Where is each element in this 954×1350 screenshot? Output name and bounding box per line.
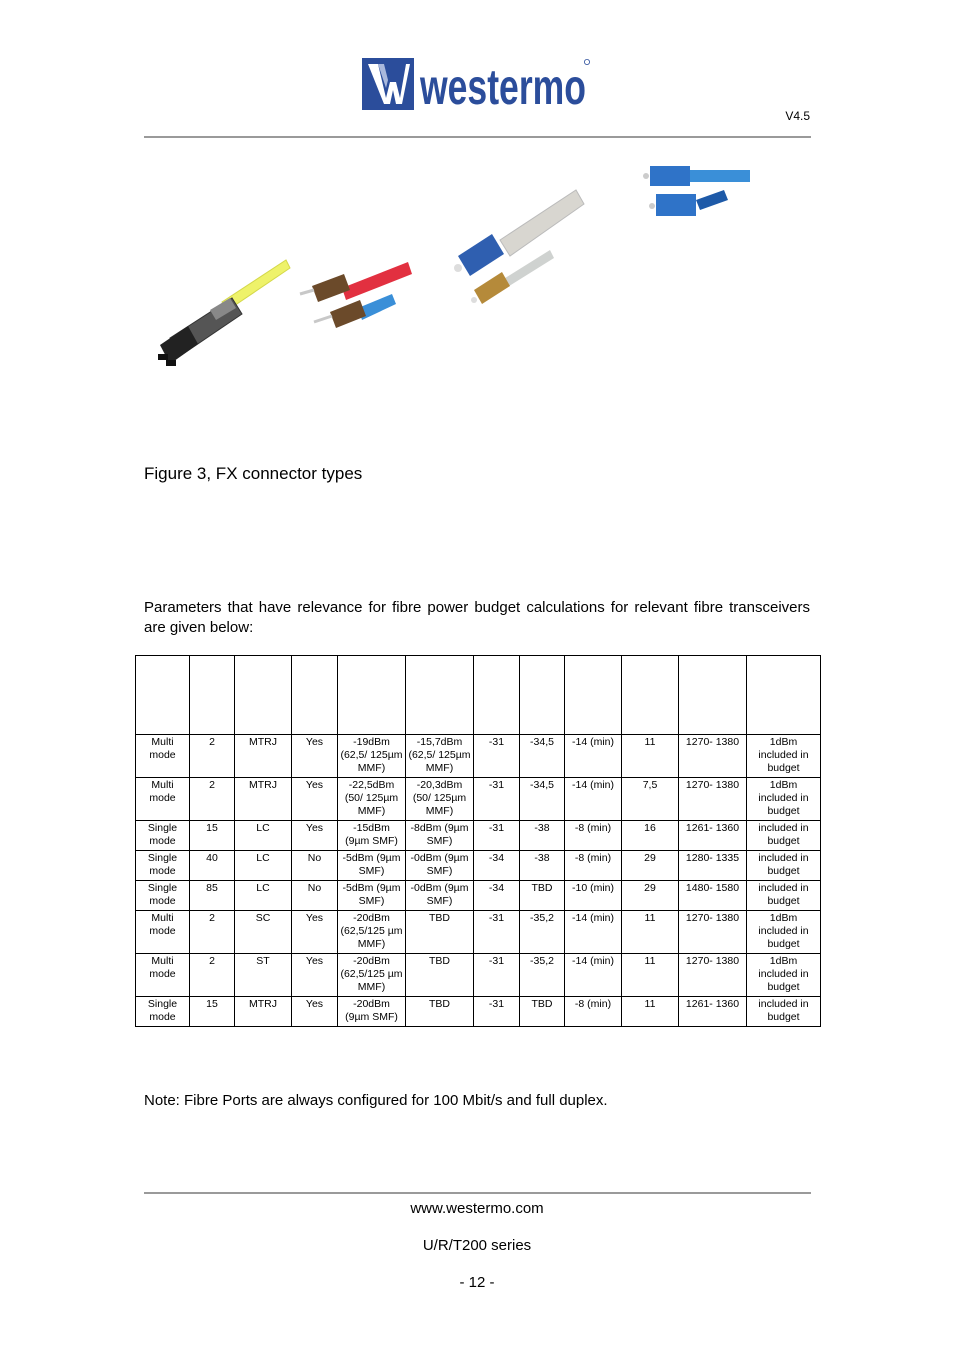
table-cell: -14 (min)	[565, 954, 622, 997]
table-cell: TBD	[406, 911, 474, 954]
note-text: Note: Fibre Ports are always configured for 100 Mbit/s and full duplex.	[144, 1092, 608, 1109]
table-cell: 1dBm included in budget	[747, 778, 821, 821]
footer-url: www.westermo.com	[410, 1200, 544, 1217]
table-cell: 15	[190, 821, 235, 851]
table-cell: -20dBm (9µm SMF)	[338, 997, 406, 1027]
table-cell: 11	[622, 911, 679, 954]
table-cell: No	[292, 851, 338, 881]
table-cell: 1261- 1360	[679, 821, 747, 851]
table-cell: 1480- 1580	[679, 881, 747, 911]
table-cell: Yes	[292, 911, 338, 954]
table-cell: -10 (min)	[565, 881, 622, 911]
table-cell: Yes	[292, 821, 338, 851]
table-cell: -20dBm (62,5/125 µm MMF)	[338, 911, 406, 954]
table-cell: 2	[190, 735, 235, 778]
table-cell: -20,3dBm (50/ 125µm MMF)	[406, 778, 474, 821]
table-cell: 7,5	[622, 778, 679, 821]
header-cell	[136, 656, 190, 735]
table-cell: 2	[190, 778, 235, 821]
table-cell: -34,5	[520, 735, 565, 778]
table-cell: Multi mode	[136, 778, 190, 821]
table-cell: Multi mode	[136, 954, 190, 997]
table-cell: No	[292, 881, 338, 911]
table-cell: 29	[622, 881, 679, 911]
table-cell: MTRJ	[235, 778, 292, 821]
table-cell: -15,7dBm (62,5/ 125µm MMF)	[406, 735, 474, 778]
logo-wordmark: westermo	[419, 59, 586, 115]
table-cell: 1261- 1360	[679, 997, 747, 1027]
table-cell: Single mode	[136, 821, 190, 851]
table-cell: -31	[474, 954, 520, 997]
table-cell: -34	[474, 851, 520, 881]
table-cell: -0dBm (9µm SMF)	[406, 881, 474, 911]
table-cell: 29	[622, 851, 679, 881]
table-cell: -20dBm (62,5/125 µm MMF)	[338, 954, 406, 997]
table-cell: 1270- 1380	[679, 778, 747, 821]
table-cell: Single mode	[136, 881, 190, 911]
table-cell: -8 (min)	[565, 997, 622, 1027]
table-cell: ST	[235, 954, 292, 997]
table-row	[136, 821, 821, 851]
table-cell: -38	[520, 851, 565, 881]
header-cell	[565, 656, 622, 735]
table-cell: included in budget	[747, 881, 821, 911]
header-cell	[747, 656, 821, 735]
table-cell: Yes	[292, 735, 338, 778]
table-cell: included in budget	[747, 997, 821, 1027]
header-cell	[190, 656, 235, 735]
table-cell: LC	[235, 851, 292, 881]
table-cell: -8 (min)	[565, 851, 622, 881]
transceiver-parameters-table	[135, 655, 821, 1027]
table-cell: -38	[520, 821, 565, 851]
table-cell: -14 (min)	[565, 911, 622, 954]
table-cell: Yes	[292, 954, 338, 997]
table-cell: -31	[474, 735, 520, 778]
header-cell	[235, 656, 292, 735]
version-label: V4.5	[785, 109, 810, 123]
table-cell: -14 (min)	[565, 778, 622, 821]
intro-paragraph: Parameters that have relevance for fibre power budget calculations for relevant fibre transceivers are given below:	[144, 599, 810, 636]
header-cell	[622, 656, 679, 735]
table-row	[136, 881, 821, 911]
table-cell: -8 (min)	[565, 821, 622, 851]
footer-series: U/R/T200 series	[422, 1237, 532, 1254]
table-cell: -14 (min)	[565, 735, 622, 778]
table-cell: 11	[622, 735, 679, 778]
table-row	[136, 997, 821, 1027]
table-cell: 40	[190, 851, 235, 881]
table-cell: LC	[235, 821, 292, 851]
page-number: - 12 -	[459, 1274, 495, 1291]
table-cell: TBD	[520, 881, 565, 911]
header-divider	[144, 136, 811, 138]
header-cell	[520, 656, 565, 735]
table-row	[136, 911, 821, 954]
table-row	[136, 778, 821, 821]
table-cell: -35,2	[520, 911, 565, 954]
table-cell: -34,5	[520, 778, 565, 821]
table-cell: 2	[190, 954, 235, 997]
table-cell: 85	[190, 881, 235, 911]
table-row	[136, 735, 821, 778]
table-row	[136, 954, 821, 997]
header-cell	[406, 656, 474, 735]
table-cell: -8dBm (9µm SMF)	[406, 821, 474, 851]
sc-connector-image	[643, 166, 750, 216]
st-connector-image	[300, 262, 412, 328]
table-cell: 16	[622, 821, 679, 851]
table-cell: included in budget	[747, 821, 821, 851]
header-cell	[338, 656, 406, 735]
table-cell: -31	[474, 778, 520, 821]
table-cell: -5dBm (9µm SMF)	[338, 881, 406, 911]
table-cell: 11	[622, 954, 679, 997]
table-cell: 1dBm included in budget	[747, 954, 821, 997]
table-cell: Single mode	[136, 997, 190, 1027]
table-cell: 15	[190, 997, 235, 1027]
figure-caption: Figure 3, FX connector types	[144, 464, 363, 483]
header-cell	[474, 656, 520, 735]
table-cell: 11	[622, 997, 679, 1027]
fx-connectors-photo	[140, 160, 760, 395]
table-cell: MTRJ	[235, 997, 292, 1027]
table-cell: 1270- 1380	[679, 954, 747, 997]
table-cell: 1270- 1380	[679, 735, 747, 778]
table-cell: -31	[474, 821, 520, 851]
table-cell: -34	[474, 881, 520, 911]
mtrj-connector-image	[158, 260, 290, 366]
table-cell: Multi mode	[136, 911, 190, 954]
table-cell: Multi mode	[136, 735, 190, 778]
table-row	[136, 851, 821, 881]
table-cell: Single mode	[136, 851, 190, 881]
table-cell: 1dBm included in budget	[747, 735, 821, 778]
table-cell: -0dBm (9µm SMF)	[406, 851, 474, 881]
table-header-row	[136, 656, 821, 735]
table-cell: included in budget	[747, 851, 821, 881]
table-cell: TBD	[406, 954, 474, 997]
table-cell: -5dBm (9µm SMF)	[338, 851, 406, 881]
footer-divider	[144, 1192, 811, 1194]
table-cell: 1270- 1380	[679, 911, 747, 954]
lc-connector-image	[454, 190, 584, 304]
table-cell: -15dBm (9µm SMF)	[338, 821, 406, 851]
table-cell: -31	[474, 997, 520, 1027]
table-cell: TBD	[406, 997, 474, 1027]
westermo-logo	[362, 58, 590, 115]
header-cell	[292, 656, 338, 735]
table-cell: MTRJ	[235, 735, 292, 778]
table-cell: TBD	[520, 997, 565, 1027]
table-cell: 2	[190, 911, 235, 954]
table-cell: -31	[474, 911, 520, 954]
table-cell: 1dBm included in budget	[747, 911, 821, 954]
table-cell: LC	[235, 881, 292, 911]
table-cell: -35,2	[520, 954, 565, 997]
table-cell: -22,5dBm (50/ 125µm MMF)	[338, 778, 406, 821]
table-cell: -19dBm (62,5/ 125µm MMF)	[338, 735, 406, 778]
table-cell: Yes	[292, 997, 338, 1027]
header-cell	[679, 656, 747, 735]
table-cell: 1280- 1335	[679, 851, 747, 881]
table-cell: Yes	[292, 778, 338, 821]
table-cell: SC	[235, 911, 292, 954]
